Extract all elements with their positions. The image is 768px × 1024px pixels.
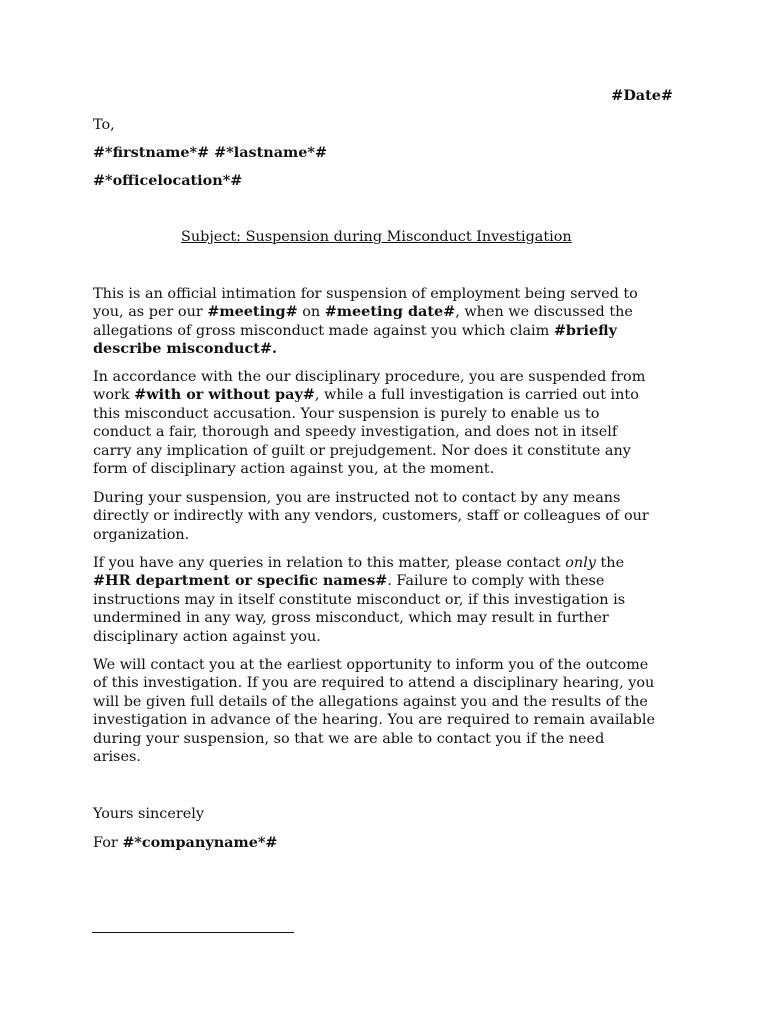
text-line: In accordance with the our disciplinary procedure, you are suspended from — [93, 369, 646, 385]
closing-text: Yours sincerely — [93, 806, 204, 822]
text-run: , when we discussed the — [455, 304, 633, 321]
text-line: instructions may in itself constitute misconduct or, if this investigation is — [93, 591, 626, 608]
text-line — [93, 322, 693, 340]
text-line: investigation in advance of the hearing. You are required to remain available — [93, 712, 655, 729]
text-run: the — [595, 555, 625, 571]
emphasis-only: only — [565, 555, 596, 571]
hr-placeholder: #HR department or specific names# — [93, 572, 388, 590]
signature-line — [92, 932, 294, 933]
salutation: To, — [93, 117, 115, 133]
paragraph-outcome — [93, 656, 693, 766]
text-run: on — [297, 304, 325, 321]
text-line: conduct a fair, thorough and speedy investigation, and does not in itself — [93, 424, 618, 441]
text-run: you, as per our — [93, 304, 208, 321]
meeting-date-placeholder: #meeting date# — [324, 303, 456, 321]
text-line: organization. — [93, 526, 190, 543]
paragraph-procedure — [93, 368, 693, 478]
date-placeholder: #Date# — [611, 87, 673, 104]
text-line: We will contact you at the earliest opportunity to inform you of the outcome — [93, 657, 649, 673]
paragraph-intimation — [93, 285, 693, 359]
text-line: disciplinary action against you. — [93, 628, 321, 645]
text-line: carry any implication of guilt or prejudgement. Nor does it constitute any — [93, 442, 631, 459]
for-prefix: For — [93, 835, 123, 851]
text-line: of this investigation. If you are required to attend a disciplinary hearing, you — [93, 675, 655, 692]
text-line: During your suspension, you are instructed not to contact by any means — [93, 490, 621, 506]
company-line — [93, 834, 277, 852]
text-line — [93, 386, 693, 404]
text-run: If you have any queries in relation to this matter, please contact — [93, 555, 566, 571]
office-location: #*officelocation*# — [93, 172, 243, 189]
text-line — [93, 572, 693, 590]
meeting-placeholder: #meeting# — [207, 303, 298, 321]
misconduct-placeholder-cont: describe misconduct#. — [93, 340, 277, 358]
paragraph-queries — [93, 554, 693, 646]
paragraph-no-contact — [93, 489, 693, 544]
text-run: allegations of gross misconduct made against you which claim — [93, 322, 554, 339]
text-line — [93, 303, 693, 321]
text-line: This is an official intimation for suspension of employment being served to — [93, 286, 638, 302]
text-line: during your suspension, so that we are able to contact you if the need — [93, 730, 605, 747]
text-line — [93, 554, 693, 572]
company-placeholder: #*companyname*# — [122, 834, 278, 851]
text-run: work — [93, 387, 135, 404]
subject-line: Subject: Suspension during Misconduct Investigation — [181, 229, 572, 245]
text-line: undermined in any way, gross misconduct, which may result in further — [93, 610, 609, 627]
text-line: will be given full details of the allegations against you and the results of the — [93, 693, 648, 710]
pay-placeholder: #with or without pay# — [134, 386, 315, 404]
text-line: this misconduct accusation. Your suspension is purely to enable us to — [93, 405, 600, 422]
text-line: directly or indirectly with any vendors, customers, staff or colleagues of our — [93, 508, 649, 525]
text-line: arises. — [93, 748, 141, 765]
text-run: . Failure to comply with these — [387, 573, 605, 590]
misconduct-placeholder: #briefly — [553, 321, 618, 339]
text-run: , while a full investigation is carried out into — [314, 387, 639, 404]
text-line — [93, 340, 693, 358]
text-line: form of disciplinary action against you, at the moment. — [93, 460, 495, 477]
recipient-name: #*firstname*# #*lastname*# — [93, 144, 328, 161]
